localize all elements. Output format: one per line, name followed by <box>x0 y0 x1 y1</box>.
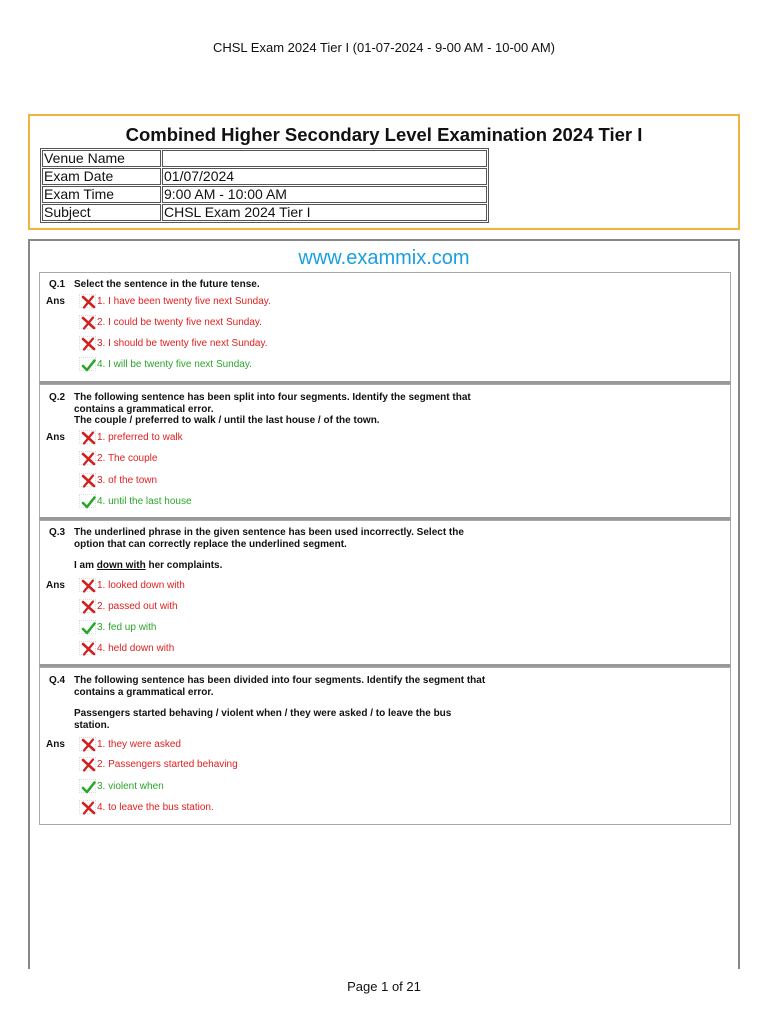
question-line: The following sentence has been divided into four segments. Identify the segment that <box>74 675 486 686</box>
site-link[interactable]: www.exammix.com <box>298 247 470 269</box>
cross-icon <box>79 578 96 592</box>
option-text: 1. looked down with <box>97 579 185 591</box>
question-text <box>74 527 524 572</box>
option-text: 1. preferred to walk <box>97 431 183 443</box>
option-item[interactable] <box>79 599 178 613</box>
cross-icon <box>79 641 96 655</box>
option-item[interactable] <box>79 757 238 771</box>
question-block-q4 <box>39 667 731 825</box>
option-text: 1. I have been twenty five next Sunday. <box>97 295 271 307</box>
option-text: 3. of the town <box>97 474 158 486</box>
exam-title: Combined Higher Secondary Level Examination 2024 Tier I <box>125 124 643 145</box>
check-icon <box>79 779 96 793</box>
option-item[interactable] <box>79 800 214 814</box>
option-text: 2. passed out with <box>97 600 178 612</box>
option-text: 2. The couple <box>97 452 158 464</box>
question-number: Q.2 <box>49 392 66 403</box>
option-item[interactable] <box>79 494 192 508</box>
info-value: CHSL Exam 2024 Tier I <box>162 204 487 221</box>
exam-info-table <box>40 148 489 223</box>
option-item[interactable] <box>79 578 185 592</box>
option-text: 4. held down with <box>97 642 175 654</box>
option-item[interactable] <box>79 641 174 655</box>
question-text <box>74 279 524 291</box>
option-text: 3. violent when <box>97 780 164 792</box>
option-text: 3. I should be twenty five next Sunday. <box>97 337 268 349</box>
question-sentence: I am down with her complaints. <box>74 560 223 571</box>
info-label: Venue Name <box>42 150 161 167</box>
underlined-phrase: down with <box>96 560 146 571</box>
question-sentence: station. <box>74 719 110 731</box>
option-item[interactable] <box>79 430 183 444</box>
answer-label: Ans <box>46 739 65 750</box>
check-icon <box>79 357 96 371</box>
page-number: Page 1 of 21 <box>347 979 421 994</box>
question-number: Q.3 <box>49 527 66 538</box>
option-item[interactable] <box>79 737 181 751</box>
question-line: The following sentence has been split into four segments. Identify the segment that <box>74 392 471 403</box>
page-header-title: CHSL Exam 2024 Tier I (01-07-2024 - 9-00 AM - 10-00 AM) <box>212 40 555 55</box>
cross-icon <box>79 315 96 329</box>
info-row-date <box>42 168 487 185</box>
cross-icon <box>79 800 96 814</box>
option-text: 2. Passengers started behaving <box>97 758 238 770</box>
question-number: Q.4 <box>49 675 66 686</box>
cross-icon <box>79 599 96 613</box>
answer-label: Ans <box>46 432 65 443</box>
info-row-subject <box>42 204 487 221</box>
option-item[interactable] <box>79 315 262 329</box>
info-label: Exam Date <box>42 168 161 185</box>
question-text <box>74 392 524 427</box>
option-item[interactable] <box>79 451 157 465</box>
option-text: 4. to leave the bus station. <box>97 801 214 813</box>
option-item[interactable] <box>79 336 267 350</box>
info-value: 9:00 AM - 10:00 AM <box>162 186 487 203</box>
question-line: The underlined phrase in the given sentence has been used incorrectly. Select the <box>74 527 464 538</box>
question-block-q3 <box>39 520 731 667</box>
option-text: 2. I could be twenty five next Sunday. <box>97 316 262 328</box>
option-text: 4. I will be twenty five next Sunday. <box>97 358 252 370</box>
info-label: Exam Time <box>42 186 161 203</box>
cross-icon <box>79 430 96 444</box>
cross-icon <box>79 294 96 308</box>
option-item[interactable] <box>79 294 271 308</box>
answer-label: Ans <box>46 580 65 591</box>
info-label: Subject <box>42 204 161 221</box>
option-text: 3. fed up with <box>97 621 157 633</box>
cross-icon <box>79 473 96 487</box>
option-item[interactable] <box>79 473 157 487</box>
question-text <box>74 675 524 731</box>
question-line: option that can correctly replace the underlined segment. <box>74 538 347 550</box>
info-value <box>162 150 487 167</box>
cross-icon <box>79 737 96 751</box>
question-line: The couple / preferred to walk / until the last house / of the town. <box>74 415 380 426</box>
cross-icon <box>79 336 96 350</box>
cross-icon <box>79 451 96 465</box>
option-item[interactable] <box>79 779 164 793</box>
cross-icon <box>79 757 96 771</box>
option-text: 4. until the last house <box>97 495 192 507</box>
answer-label: Ans <box>46 296 65 307</box>
option-item[interactable] <box>79 357 252 371</box>
exam-info-box <box>28 114 740 230</box>
question-line: contains a grammatical error. <box>74 686 214 698</box>
info-row-venue <box>42 150 487 167</box>
question-line: Select the sentence in the future tense. <box>74 279 260 290</box>
check-icon <box>79 620 96 634</box>
option-item[interactable] <box>79 620 156 634</box>
question-sentence: Passengers started behaving / violent when / they were asked / to leave the bus <box>74 708 452 719</box>
question-block-q2 <box>39 384 731 520</box>
question-line: contains a grammatical error. <box>74 403 214 415</box>
question-block-q1 <box>39 272 731 384</box>
check-icon <box>79 494 96 508</box>
info-row-time <box>42 186 487 203</box>
option-text: 1. they were asked <box>97 738 181 750</box>
info-value: 01/07/2024 <box>162 168 487 185</box>
question-number: Q.1 <box>49 279 66 290</box>
question-frame <box>28 239 740 969</box>
